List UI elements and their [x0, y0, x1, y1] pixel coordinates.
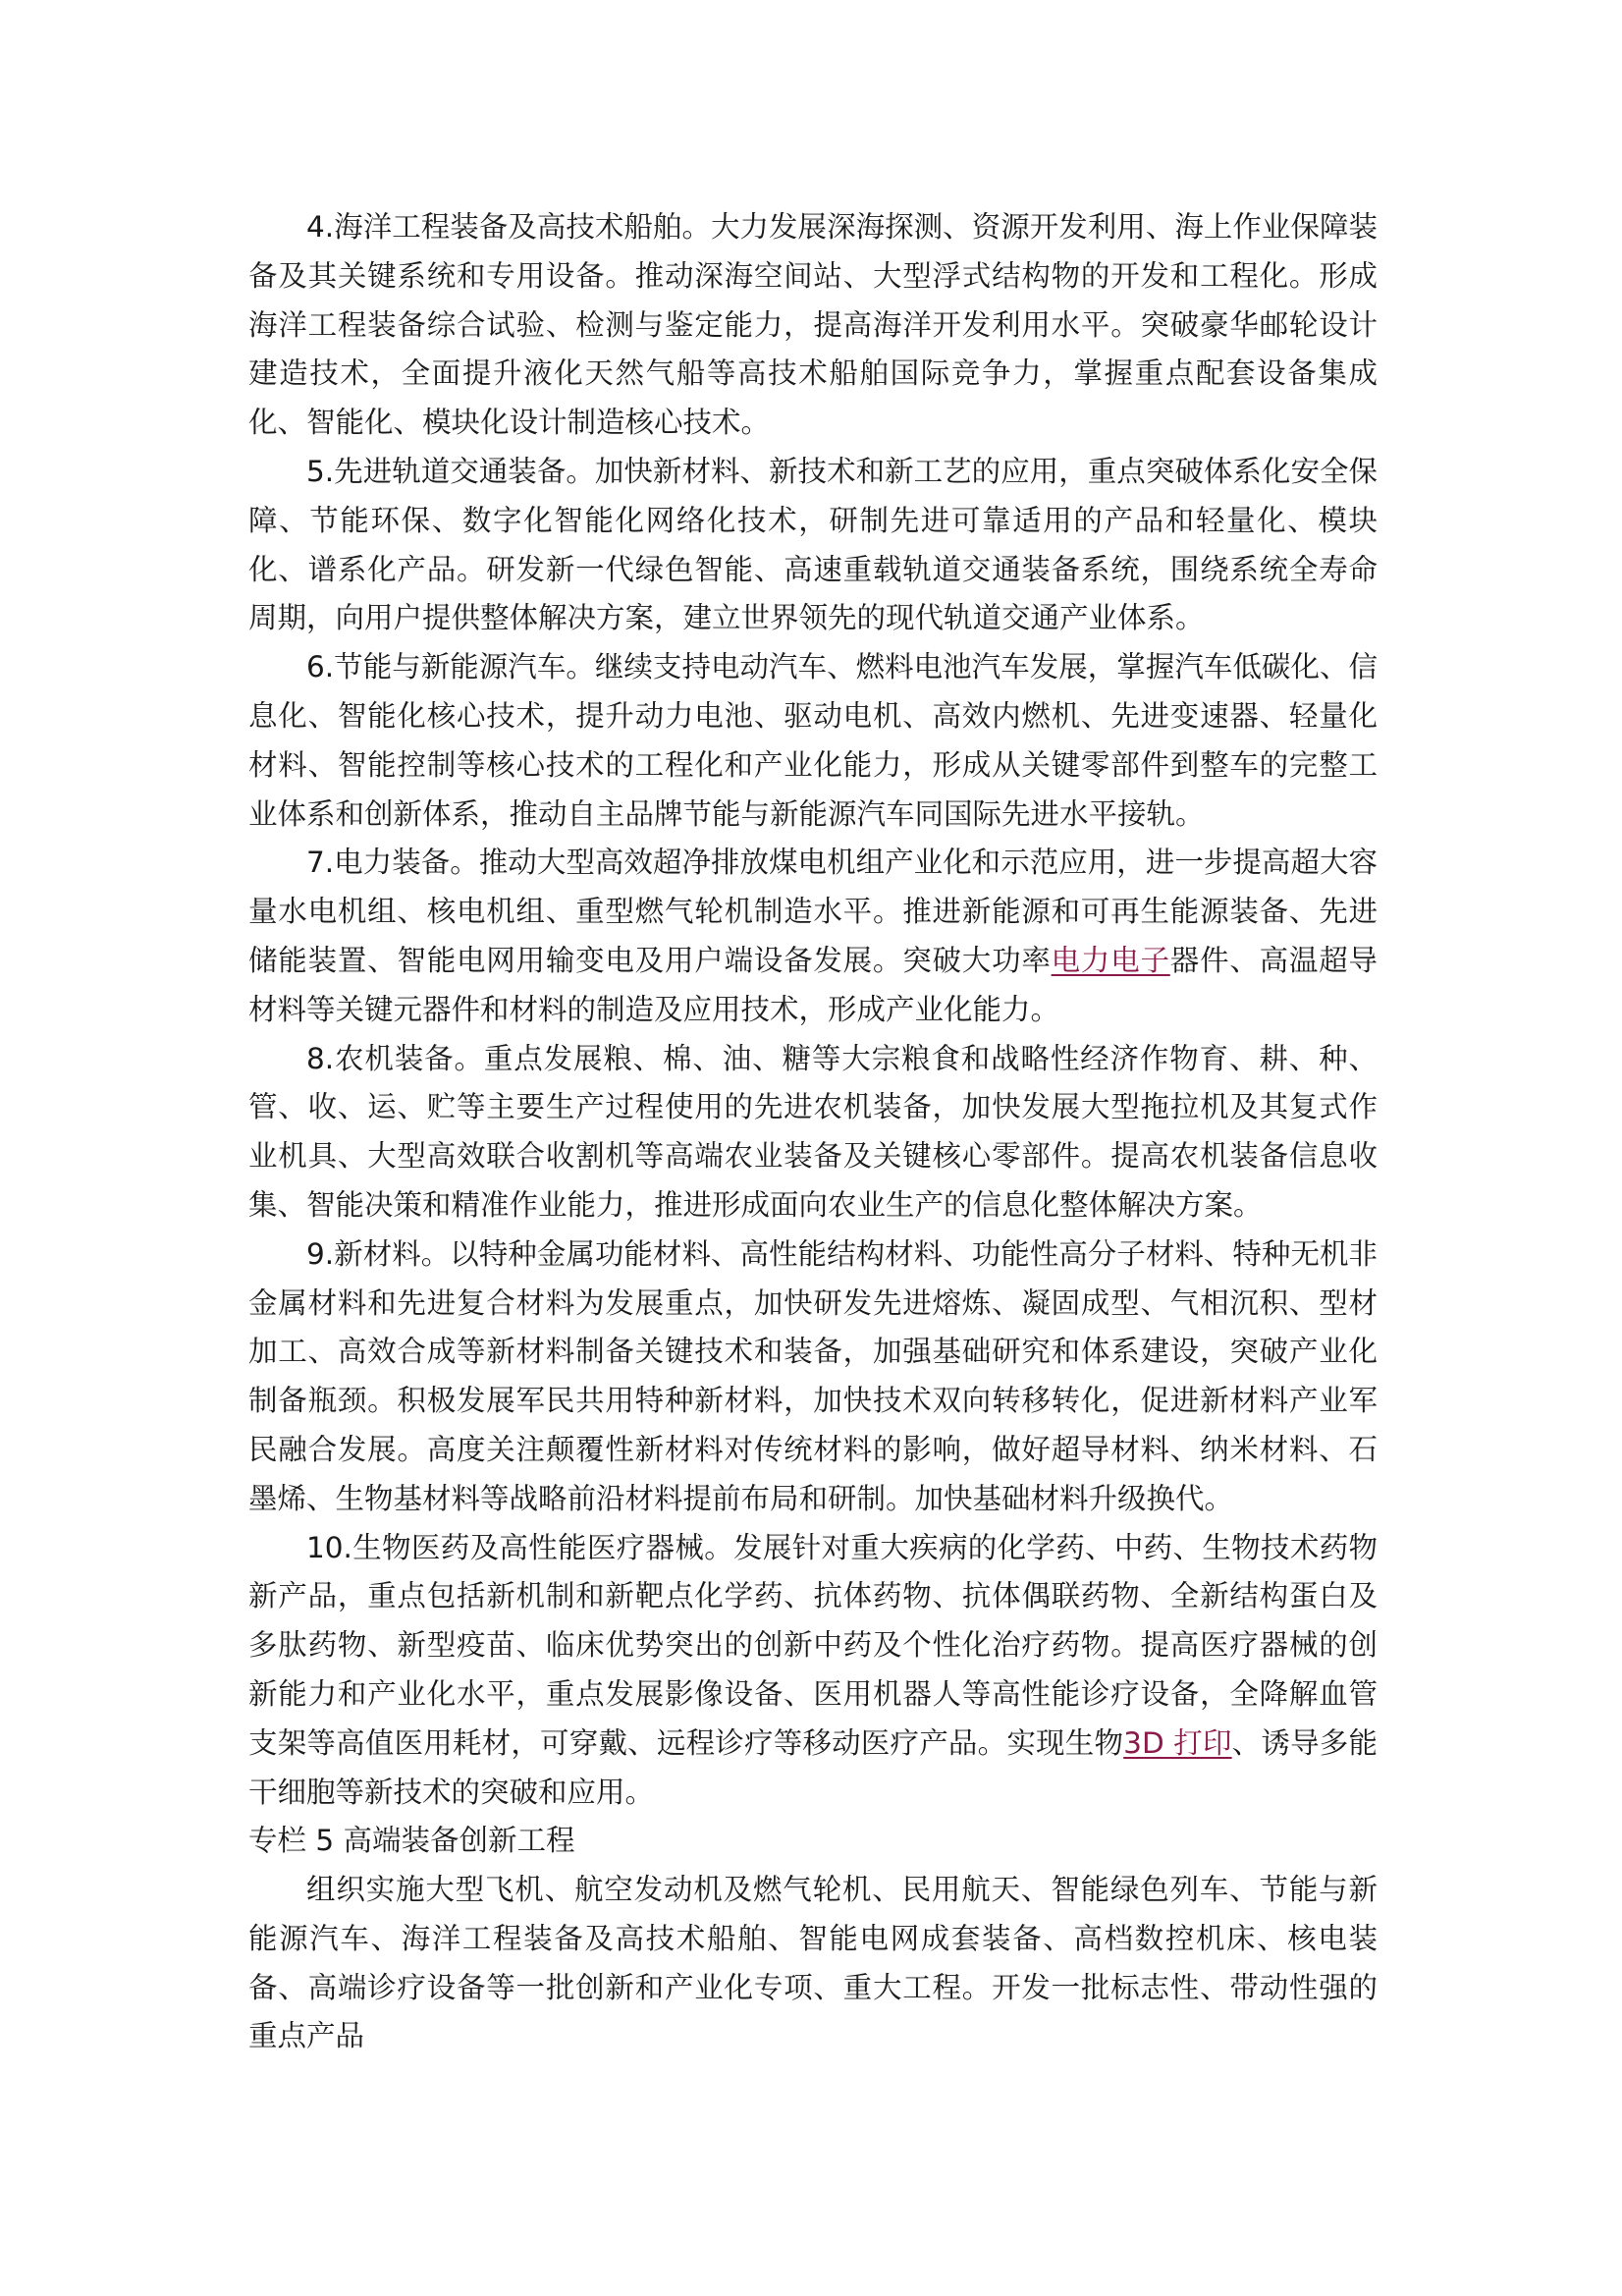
paragraph-new-materials: 9.新材料。以特种金属功能材料、高性能结构材料、功能性高分子材料、特种无机非金属材料和先进复合材料为发展重点，加快研发先进熔炼、凝固成型、气相沉积、型材加工、高效合成等新材料制备关键技术和装备，加强基础研究和体系建设，突破产业化制备瓶颈。积极发展军民共用特种新材料，加快技术双向转移转化，促进新材料产业军民融合发展。高度关注颠覆性新材料对传统材料的影响，做好超导材料、纳米材料、石墨烯、生物基材料等战略前沿材料提前布局和研制。加快基础材料升级换代。 [248, 1236, 1378, 1515]
paragraph-power-equipment-text-after: 器件、高温超导材料等关键元器件和材料的制造及应用技术，形成产业化能力。 [248, 943, 1378, 1026]
power-electronics-link[interactable]: 电力电子 [1051, 943, 1170, 977]
paragraph-agricultural-machinery: 8.农机装备。重点发展粮、棉、油、糖等大宗粮食和战略性经济作物育、耕、种、管、收、运、贮等主要生产过程使用的先进农机装备，加快发展大型拖拉机及其复式作业机具、大型高效联合收割机等高端农业装备及关键核心零部件。提高农机装备信息收集、智能决策和精准作业能力，推进形成面向农业生产的信息化整体解决方案。 [248, 1041, 1378, 1222]
paragraph-biomedicine-text-before: 10.生物医药及高性能医疗器械。发展针对重大疾病的化学药、中药、生物技术药物新产品，重点包括新机制和新靶点化学药、抗体药物、抗体偶联药物、全新结构蛋白及多肽药物、新型疫苗、临床优势突出的创新中药及个性化治疗药物。提高医疗器械的创新能力和产业化水平，重点发展影像设备、医用机器人等高性能诊疗设备，全降解血管支架等高值医用耗材，可穿戴、远程诊疗等移动医疗产品。实现生物 [248, 1530, 1378, 1760]
paragraph-power-equipment [248, 839, 1378, 1034]
column-paragraph: 组织实施大型飞机、航空发动机及燃气轮机、民用航天、智能绿色列车、节能与新能源汽车、海洋工程装备及高技术船舶、智能电网成套装备、高档数控机床、核电装备、高端诊疗设备等一批创新和产业化专项、重大工程。开发一批标志性、带动性强的重点产品 [248, 1873, 1378, 2053]
column-heading: 专栏 5 高端装备创新工程 [248, 1824, 575, 1858]
paragraph-marine-engineering: 4.海洋工程装备及高技术船舶。大力发展深海探测、资源开发利用、海上作业保障装备及其关键系统和专用设备。推动深海空间站、大型浮式结构物的开发和工程化。形成海洋工程装备综合试验、检测与鉴定能力，提高海洋开发利用水平。突破豪华邮轮设计建造技术，全面提升液化天然气船等高技术船舶国际竞争力，掌握重点配套设备集成化、智能化、模块化设计制造核心技术。 [248, 210, 1378, 440]
paragraph-biomedicine-text-after: 、诱导多能干细胞等新技术的突破和应用。 [248, 1725, 1378, 1809]
paragraph-rail-transit: 5.先进轨道交通装备。加快新材料、新技术和新工艺的应用，重点突破体系化安全保障、节能环保、数字化智能化网络化技术，研制先进可靠适用的产品和轻量化、模块化、谱系化产品。研发新一代绿色智能、高速重载轨道交通装备系统，围绕系统全寿命周期，向用户提供整体解决方案，建立世界领先的现代轨道交通产业体系。 [248, 454, 1378, 635]
paragraph-power-equipment-text-before: 7.电力装备。推动大型高效超净排放煤电机组产业化和示范应用，进一步提高超大容量水电机组、核电机组、重型燃气轮机制造水平。推进新能源和可再生能源装备、先进储能装置、智能电网用输变电及用户端设备发展。突破大功率 [248, 846, 1378, 977]
paragraph-biomedicine [248, 1524, 1378, 1818]
document-page [248, 203, 1378, 2061]
paragraph-new-energy-vehicles: 6.节能与新能源汽车。继续支持电动汽车、燃料电池汽车发展，掌握汽车低碳化、信息化、智能化核心技术，提升动力电池、驱动电机、高效内燃机、先进变速器、轻量化材料、智能控制等核心技术的工程化和产业化能力，形成从关键零部件到整车的完整工业体系和创新体系，推动自主品牌节能与新能源汽车同国际先进水平接轨。 [248, 650, 1378, 831]
3d-printing-link[interactable]: 3D 打印 [1123, 1725, 1232, 1760]
